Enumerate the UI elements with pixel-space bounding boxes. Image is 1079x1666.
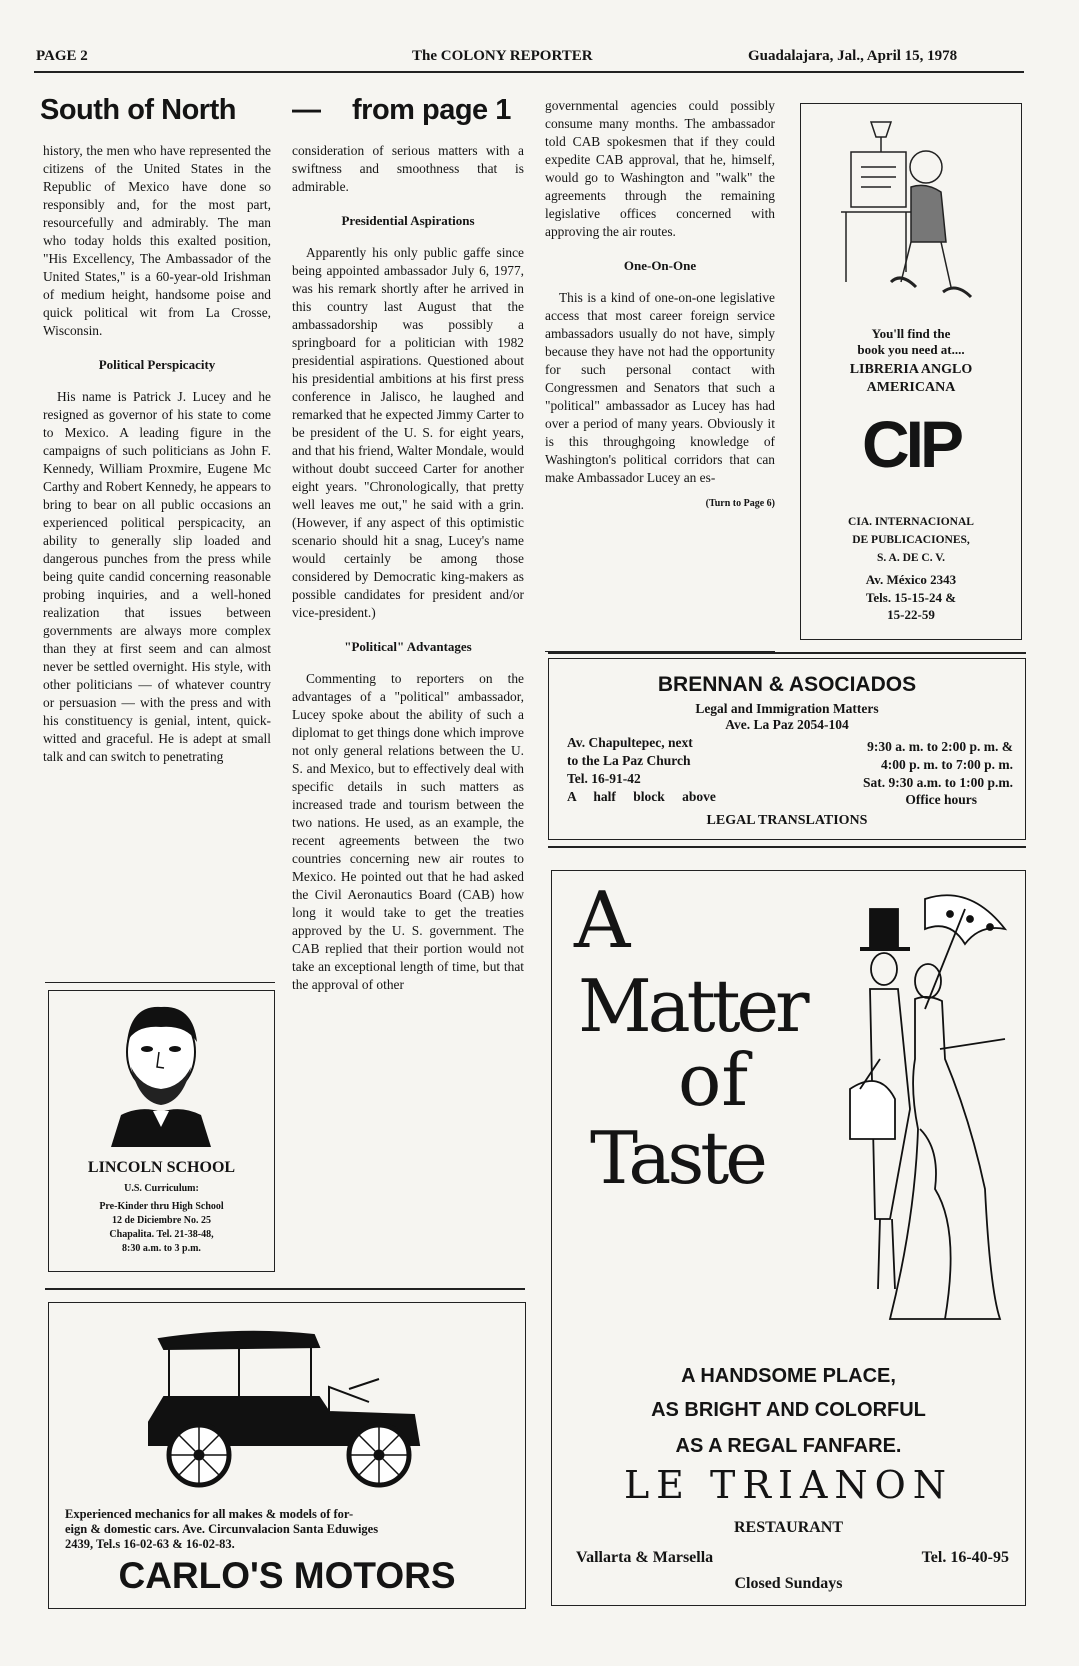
subheading: Presidential Aspirations [341,213,475,228]
brennan-left-2: to the La Paz Church [567,753,691,768]
lincoln-school-ad [48,990,275,1272]
paragraph: His name is Patrick J. Lucey and he resigned as governor of his state to come to Mexico. A leading figure in the campaigns of such politicians as John F. Kennedy, William Proxmire, Eugene Mc Carthy and Robert Kennedy, he appears to bring to bear on all public occasions an experienced political perspicacity, an ability to generally slip loaded and dangerous punches from the press while being quite candid concerning reasonable probing inquiries, and a well-honed realization that issues between governments are always more complex than they at first seem and can almost never be settled overnight. His style, with other politicians — of whatever country or persuasion — with the press and with his constituency is genial, intent, quick-witted and graceful. He is adept at small talk and can switch to penetrating [43,389,271,764]
brennan-right-3: Sat. 9:30 a.m. to 1:00 p.m. [863,775,1013,790]
brennan-title: BRENNAN & ASOCIADOS [657,673,917,696]
paragraph: Commenting to reporters on the advantages of a "political" ambassador, Lucey spoke about the ability of such a diplomat to get things done which improve not only general relations between the U. S. and Mexico, but to effectively deal with specific details in such matters as increased trade and tourism between the two nations. He used, as an example, the recent agreements between the two countries concerning new air routes to Mexico. He pointed out that he had asked the Civil Aeronautics Board (CAB) how long it would take to get the treaties approved by the U. S. government. The CAB replied that their portion would not take an exceptional length of time, but that the approval of other [292,671,524,992]
libreria-name-2: AMERICANA [866,380,956,395]
headline-dash: — [292,94,321,126]
headline-right: from page 1 [352,94,511,126]
ad-rule [548,846,1026,848]
libreria-company-1: CIA. INTERNACIONAL [848,516,974,528]
brennan-right-1: 9:30 a. m. to 2:00 p. m. & [867,739,1013,754]
trianon-tagline-1: A HANDSOME PLACE, [681,1365,896,1387]
subheading: "Political" Advantages [344,639,472,654]
page-number: PAGE 2 [36,48,88,64]
paragraph: Apparently his only public gaffe since being appointed ambassador July 6, 1977, was his remark shortly after he arrived in this country last August that the ambassadorship was possibly a springboard for a politician with 1982 presidential aspirations. Questioned about his presidential ambitions at his first press conference in Jalisco, he laughed and remarked that he expected Jimmy Carter to be president of the U. S. for eight years, and that his friend, Walter Mondale, would without doubt succeed Carter for another eight years. "Chronologically, that pretty well leaves me out," he said with a grin. (However, if any aspect of this optimistic scenario should hit a snag, Lucey's name would certainly be among those considered by Democratic king-makers as possible candidates for president and/or vice-president.) [292,245,524,620]
article-column-1 [43,142,271,782]
newspaper-name: The COLONY REPORTER [412,48,593,64]
libreria-tels-1: Tels. 15-15-24 & [865,590,957,605]
trianon-tagline-2: AS BRIGHT AND COLORFUL [651,1399,926,1421]
brennan-right-2: 4:00 p. m. to 7:00 p. m. [881,757,1013,772]
libreria-tagline-1: You'll find the [871,326,951,341]
brennan-ad [548,658,1026,840]
libreria-tagline-2: book you need at.... [857,342,965,357]
libreria-address: Av. México 2343 [865,572,957,587]
lincoln-line-2: Pre-Kinder thru High School [99,1201,224,1212]
brennan-left-3: Tel. 16-91-42 [567,771,641,786]
le-trianon-ad [551,870,1026,1606]
lincoln-line-5: 8:30 a.m. to 3 p.m. [122,1243,201,1254]
lincoln-line-1: U.S. Curriculum: [124,1183,199,1194]
matter-of-taste-taste: Taste [590,1116,764,1200]
lincoln-line-4: Chapalita. Tel. 21-38-48, [109,1229,214,1240]
lincoln-portrait [101,997,221,1147]
headline-left: South of North [40,94,236,126]
matter-of-taste-of: of [678,1038,748,1122]
matter-of-taste-a: A [574,876,631,966]
continuation-note: (Turn to Page 6) [705,498,775,509]
trianon-address: Vallarta & Marsella [576,1549,714,1566]
trianon-hours: Closed Sundays [734,1575,843,1592]
paragraph: This is a kind of one-on-one legislative access that most career foreign service ambassadors usually do not have, simply because they have not had the opportunity for such personal contact with Congressmen and Senators that such a "political" ambassador as Lucey has had over a period of many years. Obviously it is this throughgoing knowledge of Washington's political corridors that can make Ambassador Lucey an es- [545,290,775,485]
article-column-3 [545,97,775,513]
article-column-2 [292,142,524,1010]
brennan-footer: LEGAL TRANSLATIONS [706,813,868,828]
brennan-subtitle: Legal and Immigration Matters [695,701,879,716]
ad-rule [45,1288,525,1290]
trianon-name: LE TRIANON [623,1463,954,1507]
cip-logo: CIP [861,407,961,481]
dateline: Guadalajara, Jal., April 15, 1978 [748,48,958,64]
header-rule [34,71,1024,73]
lincoln-school-name: LINCOLN SCHOOL [87,1159,236,1176]
carlos-text-1: Experienced mechanics for all makes & models of for- [65,1507,354,1521]
carlos-text-3: 2439, Tel.s 16-02-63 & 16-02-83. [65,1537,235,1551]
brennan-address: Ave. La Paz 2054-104 [725,717,849,732]
carlos-text-2: eign & domestic cars. Ave. Circunvalacion Santa Eduwiges [65,1522,379,1536]
ad-rule [45,982,275,983]
brennan-right-4: Office hours [905,792,977,807]
paragraph: history, the men who have represented the citizens of the United States in the Republic of Mexico have done so responsibly and, for the most part, resourcefully and admirably. The man who today holds this exalted position, "His Excellency, The Ambassador of the United States," is a 60-year-old Irishman of medium height, handsome poise and quick political wit from La Crosse, Wisconsin. [43,143,271,338]
libreria-ad [800,103,1022,640]
trianon-tagline-3: AS A REGAL FANFARE. [675,1435,902,1457]
subheading: Political Perspicacity [98,357,216,372]
vintage-car-illustration [139,1327,439,1492]
libreria-company-3: S. A. DE C. V. [877,552,945,564]
trianon-tel: Tel. 16-40-95 [921,1549,1009,1566]
paragraph: governmental agencies could possibly consume many months. The ambassador told CAB spokesmen that if they could expedite CAB approval, that he, himself, would go to Washington and "walk" the agreements through the remaining legislative offices concerned with approving the air routes. [545,98,775,239]
carlos-motors-name: CARLO'S MOTORS [118,1555,456,1596]
lincoln-line-3: 12 de Diciembre No. 25 [112,1215,211,1226]
libreria-name-1: LIBRERIA ANGLO [849,362,973,377]
subheading: One-On-One [623,258,697,273]
libreria-company-2: DE PUBLICACIONES, [852,534,970,546]
reading-man-illustration [831,112,1001,312]
paragraph: consideration of serious matters with a swiftness and smoothness that is admirable. [292,143,524,194]
carlos-motors-ad [48,1302,526,1609]
libreria-tels-2: 15-22-59 [887,607,935,622]
trianon-type: RESTAURANT [733,1519,844,1536]
brennan-left-4: A half block above [567,789,716,804]
ad-rule [548,652,1026,654]
matter-of-taste-matter: Matter [578,964,806,1048]
brennan-left-1: Av. Chapultepec, next [567,735,693,750]
victorian-couple-illustration [820,889,1010,1339]
